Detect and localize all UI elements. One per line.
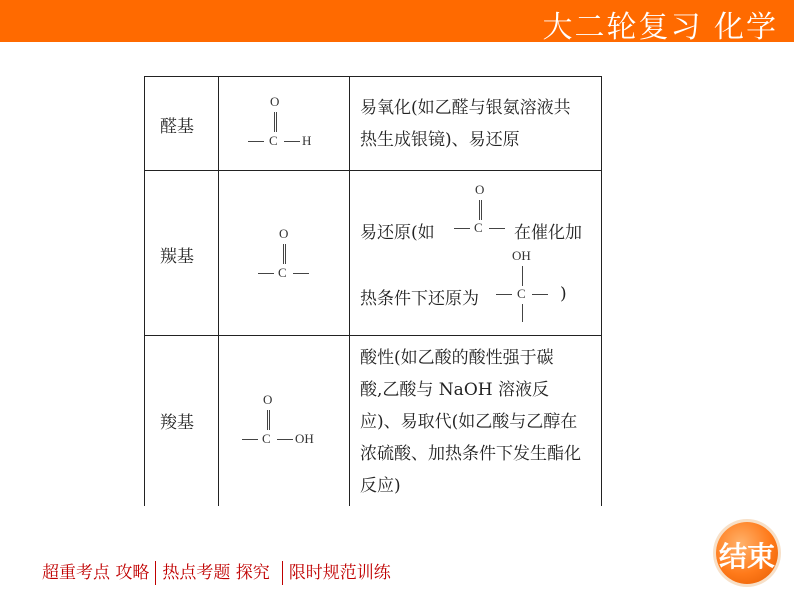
table-border-right — [601, 76, 602, 506]
double-bond — [267, 410, 268, 430]
row-name-aldehyde: 醛基 — [160, 117, 194, 137]
double-bond — [276, 112, 277, 132]
row-desc-carbonyl-l1-pre: 易还原(如 — [360, 223, 435, 243]
footer-link-key-points[interactable]: 超重考点 攻略 — [42, 563, 150, 583]
row-name-carbonyl: 羰基 — [160, 247, 194, 267]
atom-c: C — [474, 220, 483, 235]
table-border-left — [144, 76, 145, 506]
row-desc-aldehyde — [360, 92, 571, 156]
desc-line: 热生成银镜)、易还原 — [360, 130, 520, 150]
row-name-carboxyl: 羧基 — [160, 413, 194, 433]
single-bond — [522, 304, 523, 322]
desc-line: 酸性(如乙酸的酸性强于碳 — [360, 348, 554, 368]
double-bond — [274, 112, 275, 132]
table-col-divider — [218, 76, 219, 506]
double-bond — [481, 200, 482, 220]
row-desc-carboxyl — [360, 342, 581, 502]
desc-line: 反应) — [360, 476, 401, 496]
header-title: 大二轮复习 化学 — [542, 10, 778, 45]
functional-group-table — [144, 76, 602, 506]
single-bond — [284, 141, 300, 142]
atom-o: O — [270, 94, 280, 109]
footer-separator — [155, 561, 156, 585]
footer-nav — [42, 558, 391, 582]
row-desc-carbonyl-l2-pre: 热条件下还原为 — [360, 289, 479, 309]
single-bond — [277, 439, 293, 440]
table-row-divider — [144, 170, 602, 171]
atom-c: C — [269, 133, 278, 148]
double-bond — [285, 244, 286, 264]
row-desc-carbonyl-l2-post: ) — [560, 284, 567, 304]
single-bond — [489, 228, 505, 229]
double-bond — [269, 410, 270, 430]
single-bond — [454, 228, 470, 229]
single-bond — [248, 141, 264, 142]
atom-c: C — [262, 431, 271, 446]
single-bond — [522, 266, 523, 286]
atom-o: O — [279, 226, 289, 241]
atom-h: H — [302, 133, 312, 148]
double-bond — [479, 200, 480, 220]
footer-separator — [282, 561, 283, 585]
table-col-divider — [349, 76, 350, 506]
header-bar — [0, 0, 794, 45]
end-button-label: 结束 — [718, 540, 775, 573]
row-desc-carbonyl-l1-post: 在催化加 — [514, 223, 582, 243]
single-bond — [532, 294, 548, 295]
atom-c: C — [278, 265, 287, 280]
atom-oh: OH — [295, 431, 314, 446]
single-bond — [258, 273, 274, 274]
atom-o: O — [263, 392, 273, 407]
footer-link-timed-practice[interactable]: 限时规范训练 — [288, 563, 391, 583]
table-border-top — [144, 76, 602, 77]
desc-line: 应)、易取代(如乙酸与乙醇在 — [360, 412, 578, 432]
desc-line: 浓硫酸、加热条件下发生酯化 — [360, 444, 581, 464]
atom-oh: OH — [512, 248, 531, 263]
desc-line: 酸,乙酸与 NaOH 溶液反 — [360, 380, 549, 400]
single-bond — [242, 439, 258, 440]
single-bond — [293, 273, 309, 274]
desc-line: 易氧化(如乙醛与银氨溶液共 — [360, 98, 571, 118]
end-button[interactable] — [716, 522, 778, 584]
atom-c: C — [517, 286, 526, 301]
footer-link-hot-topics[interactable]: 热点考题 探究 — [162, 563, 270, 583]
double-bond — [283, 244, 284, 264]
single-bond — [496, 294, 512, 295]
table-row-divider — [144, 335, 602, 336]
atom-o: O — [475, 182, 485, 197]
